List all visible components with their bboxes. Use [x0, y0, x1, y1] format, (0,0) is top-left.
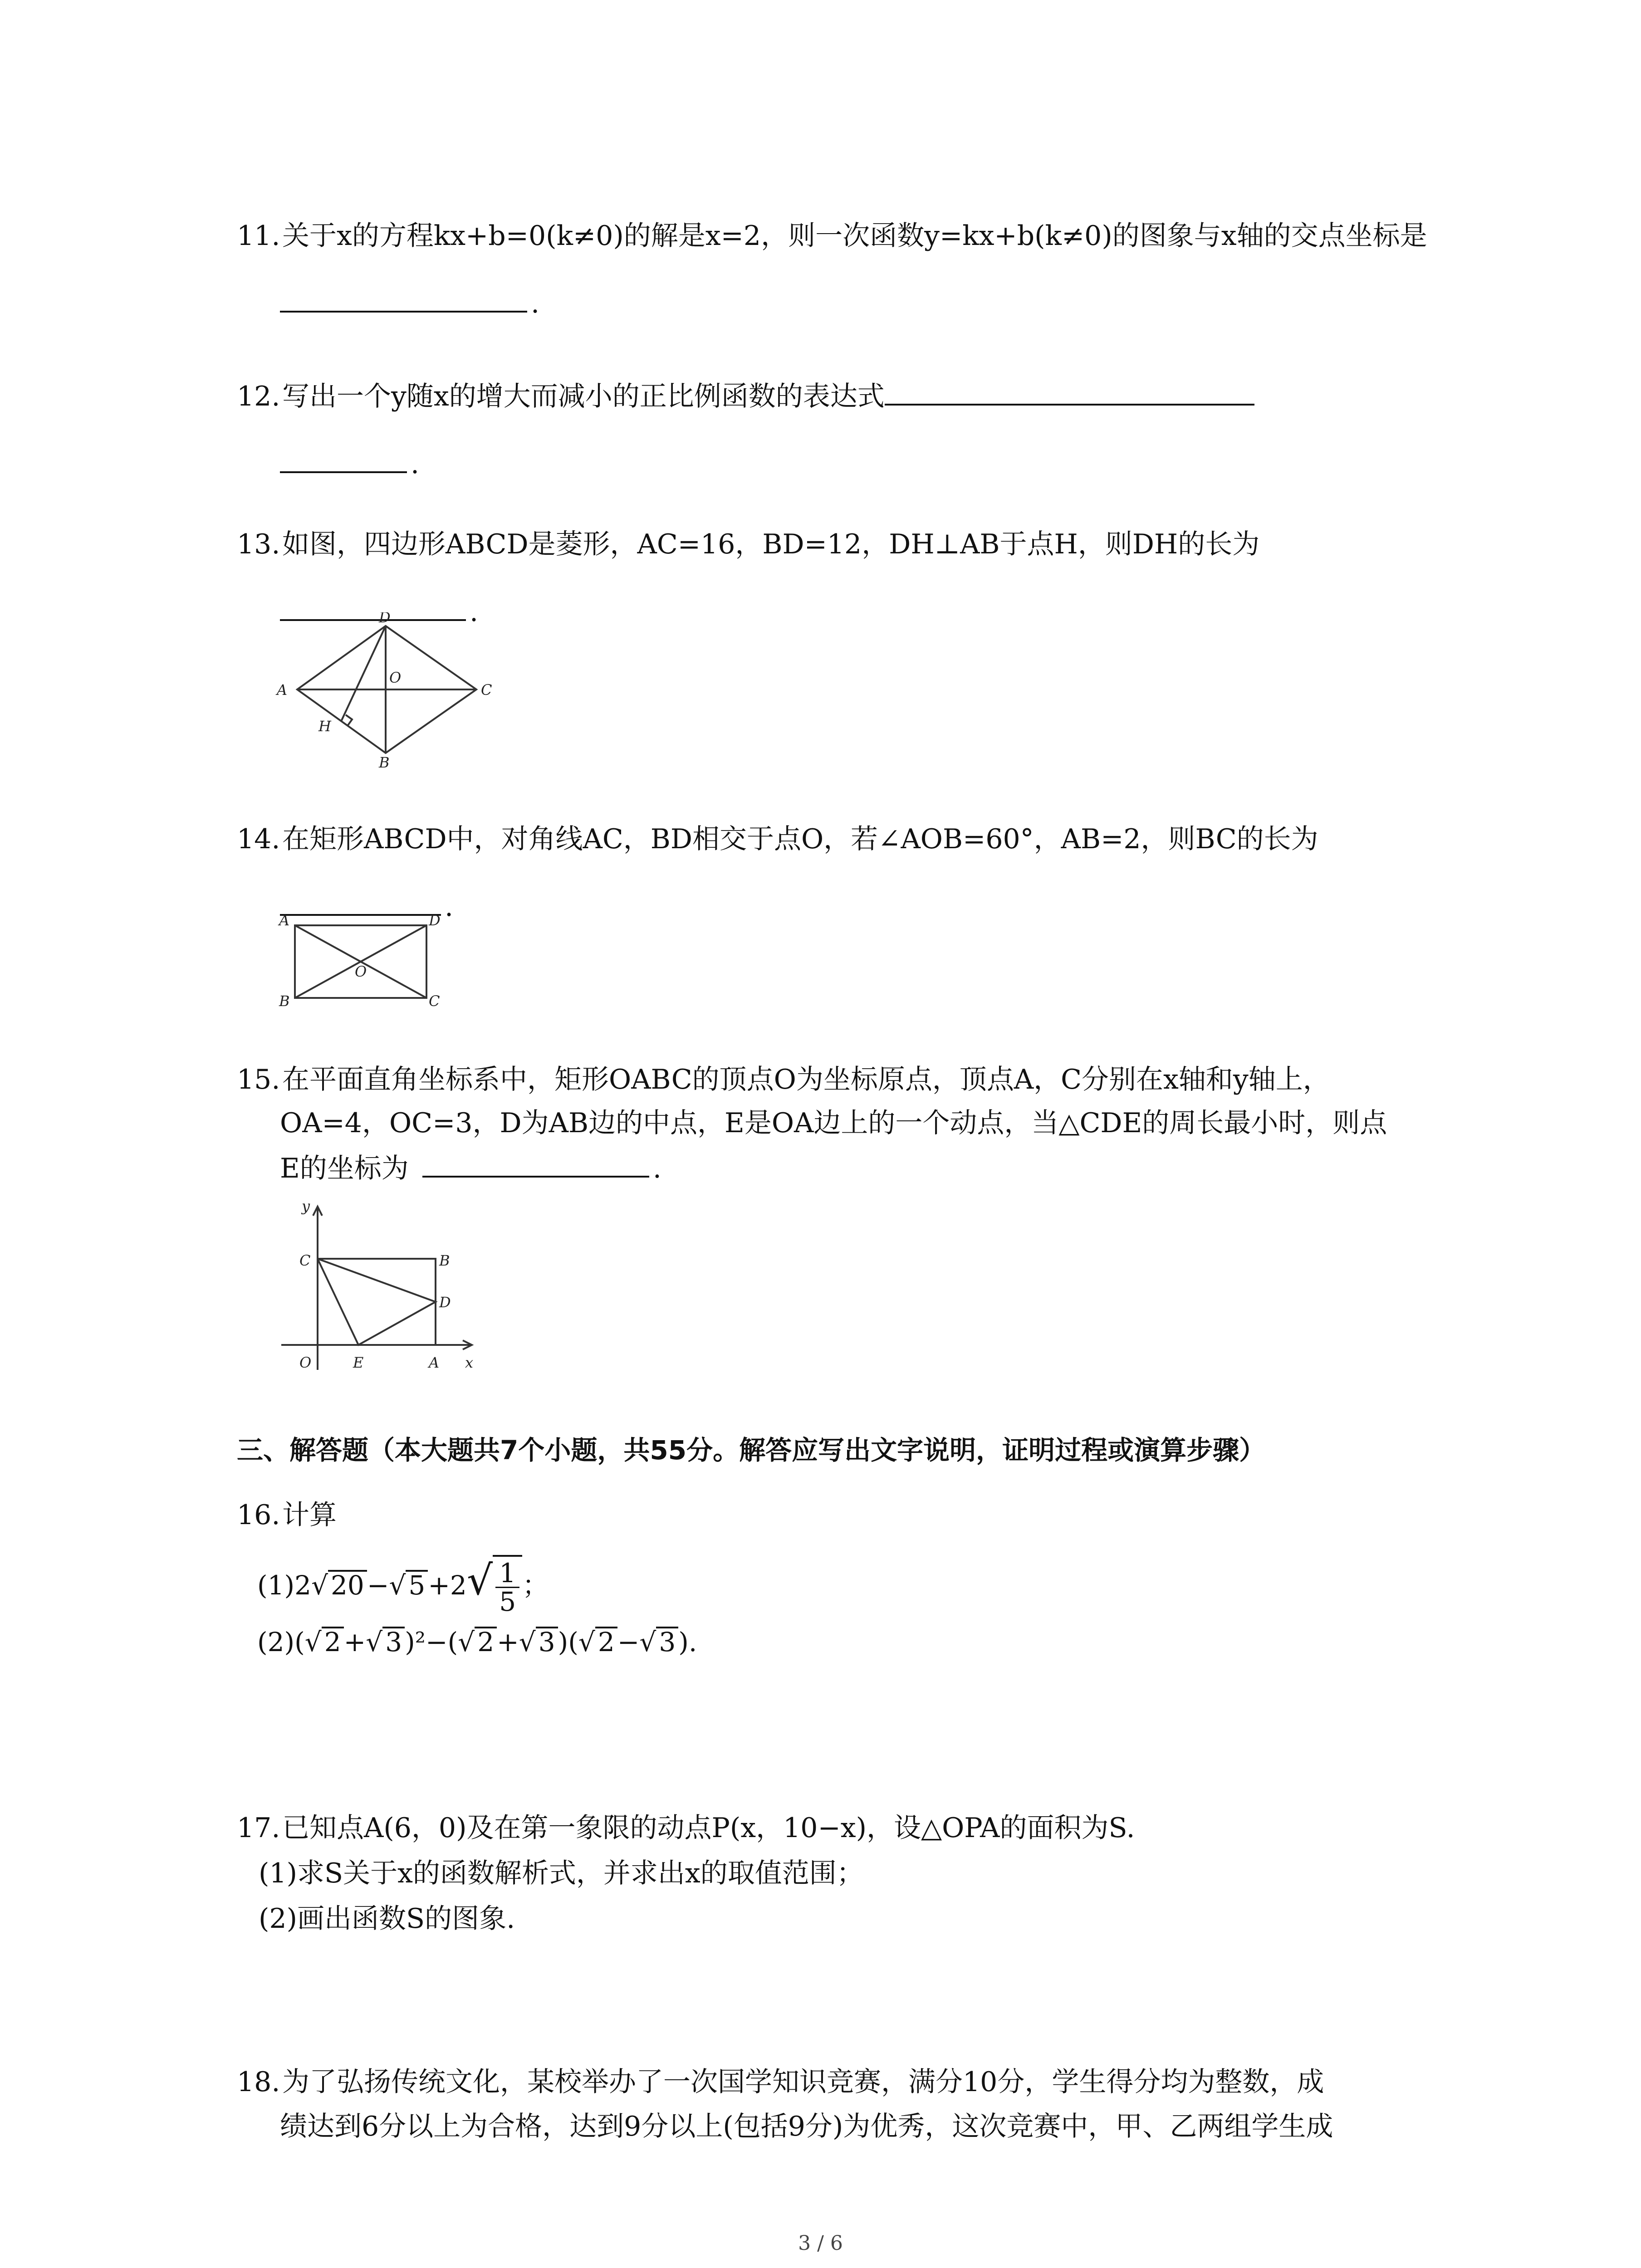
question-number: 12. [237, 381, 280, 412]
fraction-numerator: 1 [495, 1559, 519, 1588]
label-h: H [318, 718, 331, 735]
label-a: A [279, 912, 290, 929]
period: . [411, 448, 420, 480]
label-o: O [299, 1354, 312, 1371]
question-text: 如图，四边形ABCD是菱形，AC=16，BD=12，DH⊥AB于点H，则DH的长为 [282, 528, 1260, 560]
sqrt-sign: √ [466, 1557, 493, 1604]
label-a: A [429, 1354, 440, 1371]
expr-text: )²−( [405, 1627, 458, 1657]
question-text: 关于x的方程kx+b=0(k≠0)的解是x=2，则一次函数y=kx+b(k≠0)的图象与x轴的交点坐标是 [282, 220, 1427, 252]
question-number: 14. [237, 823, 280, 855]
expr-text: +2 [428, 1570, 467, 1601]
question-text-line2: 绩达到6分以上为合格，达到9分以上(包括9分)为优秀，这次竞赛中，甲、乙两组学生成 [280, 2111, 1333, 2142]
question-text: 在矩形ABCD中，对角线AC，BD相交于点O，若∠AOB=60°，AB=2，则BC的长为 [282, 823, 1318, 855]
label-a: A [277, 681, 288, 699]
period: . [531, 288, 540, 319]
rhombus-figure [268, 612, 504, 771]
answer-blank[interactable] [422, 1144, 649, 1178]
label-x: x [465, 1354, 474, 1371]
question-text: 写出一个y随x的增大而减小的正比例函数的表达式 [282, 381, 885, 412]
radicand: 2 [475, 1627, 497, 1656]
sqrt-sign: √ [389, 1570, 406, 1601]
radicand-fraction [493, 1555, 522, 1618]
page-number: 3 / 6 [798, 2232, 843, 2255]
question-number: 13. [237, 528, 280, 560]
expr-text: ). [678, 1627, 697, 1657]
section-heading: 三、解答题（本大题共7个小题，共55分。解答应写出文字说明，证明过程或演算步骤） [237, 1435, 1266, 1466]
label-c: C [299, 1252, 311, 1269]
question-text: 计算 [282, 1499, 337, 1531]
question-text-line3: E的坐标为 [280, 1153, 409, 1184]
question-number: 16. [237, 1499, 280, 1531]
answer-blank[interactable] [280, 279, 527, 313]
answer-blank[interactable] [885, 372, 1254, 406]
sqrt-sign: √ [311, 1570, 328, 1601]
expr-text: ； [522, 1570, 549, 1601]
label-d: D [379, 612, 391, 626]
radicand: 3 [656, 1627, 678, 1656]
question-text: 已知点A(6，0)及在第一象限的动点P(x，10−x)，设△OPA的面积为S. [282, 1812, 1135, 1844]
label-c: C [481, 681, 492, 699]
question-number: 18. [237, 2066, 280, 2098]
rectangle-figure [272, 907, 454, 1012]
question-15 [237, 1057, 1471, 1191]
label-b: B [279, 992, 290, 1010]
rectangle-oabc [318, 1259, 436, 1345]
question-text-line2: OA=4，OC=3，D为AB边的中点，E是OA边上的一个动点，当△CDE的周长最小时，则点 [280, 1107, 1387, 1139]
question-16 [237, 1492, 1471, 1665]
altitude-dh [341, 626, 386, 721]
fraction [495, 1558, 519, 1618]
question-18 [237, 2059, 1471, 2149]
answer-blank-continued[interactable] [280, 440, 407, 473]
radicand: 20 [328, 1570, 367, 1599]
radicand: 2 [595, 1627, 617, 1656]
radicand: 5 [406, 1570, 428, 1599]
sqrt-sign: √ [366, 1627, 383, 1657]
question-number: 15. [237, 1064, 280, 1095]
question-number: 11. [237, 220, 280, 252]
sqrt-sign: √ [578, 1627, 595, 1657]
period: . [652, 1153, 661, 1184]
question-text: 为了弘扬传统文化，某校举办了一次国学知识竞赛，满分10分，学生得分均为整数，成 [282, 2066, 1324, 2098]
coordinate-figure [272, 1198, 485, 1379]
label-b: B [379, 754, 390, 771]
period: . [445, 891, 454, 923]
sqrt-sign: √ [458, 1627, 475, 1657]
question-text: 在平面直角坐标系中，矩形OABC的顶点O为坐标原点，顶点A，C分别在x轴和y轴上， [282, 1064, 1330, 1095]
label-d: D [439, 1294, 451, 1311]
sub-question-1: (1)求S关于x的函数解析式，并求出x的取值范围； [259, 1857, 864, 1889]
radicand: 2 [322, 1627, 344, 1656]
sqrt-sign: √ [519, 1627, 536, 1657]
sub-question-2: (2)画出函数S的图象. [259, 1903, 515, 1935]
expr-text: + [497, 1627, 519, 1657]
radicand: 3 [536, 1627, 558, 1656]
label-y: y [302, 1198, 310, 1215]
label-e: E [353, 1354, 364, 1371]
period: . [470, 596, 479, 628]
expression-2 [214, 1619, 1471, 1665]
expr-text: (1)2 [257, 1570, 312, 1601]
sqrt-sign: √ [304, 1627, 322, 1657]
label-b: B [439, 1252, 450, 1269]
expr-text: − [367, 1570, 389, 1601]
radicand: 3 [382, 1627, 405, 1656]
expr-text: − [617, 1627, 640, 1657]
triangle-cde [318, 1259, 436, 1345]
question-number: 17. [237, 1812, 280, 1844]
expr-text: )( [558, 1627, 578, 1657]
expr-text: (2)( [257, 1627, 305, 1657]
sqrt-sign: √ [639, 1627, 656, 1657]
label-o: O [355, 963, 367, 980]
question-11 [237, 213, 1471, 326]
expr-text: + [343, 1627, 366, 1657]
label-o: O [389, 669, 402, 686]
question-17 [237, 1805, 1471, 1941]
label-d: D [429, 912, 441, 929]
fraction-denominator: 5 [499, 1586, 516, 1618]
question-12 [237, 372, 1471, 487]
label-c: C [429, 992, 440, 1010]
expression-1 [214, 1547, 1471, 1619]
